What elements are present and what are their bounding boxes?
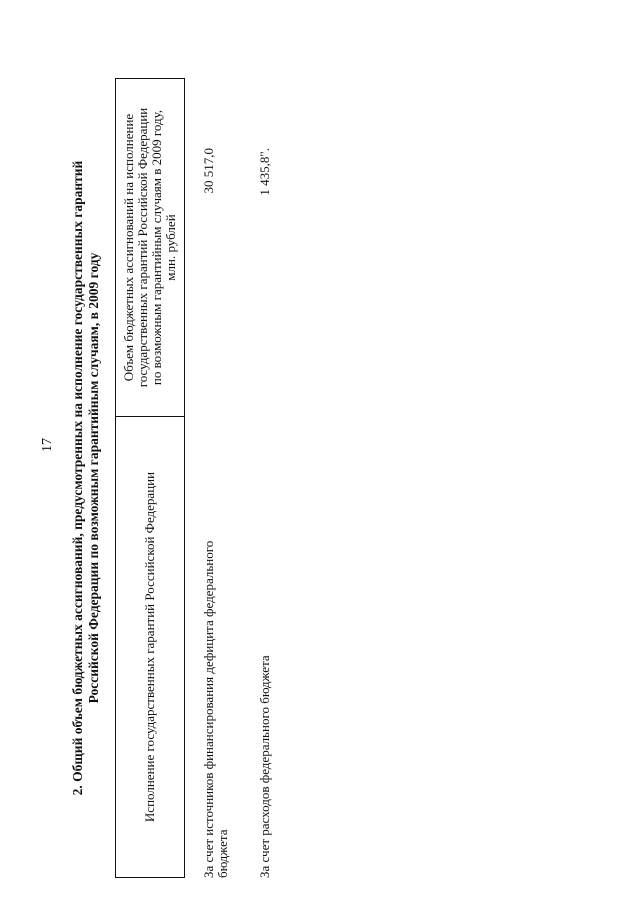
row-value-budget-expenses: 1 435,8". bbox=[257, 148, 272, 196]
row-label-budget-expenses bbox=[258, 538, 272, 878]
column-header-amount-line-3: по возможным гарантийным случаям в 2009 году, bbox=[149, 109, 164, 386]
column-header-amount-line-2: государственных гарантий Российской Федерации bbox=[135, 107, 150, 388]
column-header-amount-line-4: млн. рублей bbox=[163, 214, 178, 281]
section-heading bbox=[70, 78, 102, 878]
section-heading-line-2: Российской Федерации по возможным гарантийным случаям, в 2009 году bbox=[86, 252, 101, 704]
column-header-amount bbox=[116, 79, 184, 416]
row-value-deficit-financing: 30 517,0 bbox=[201, 148, 216, 194]
row-label-deficit-financing bbox=[202, 538, 230, 878]
row-label-line: бюджета bbox=[215, 829, 230, 878]
row-label-line: За счет расходов федерального бюджета bbox=[257, 655, 272, 878]
section-heading-line-1: 2. Общий объем бюджетных ассигнований, предусмотренных на исполнение государственных гарантий bbox=[70, 160, 85, 796]
table-row bbox=[258, 78, 288, 878]
page-number: 17 bbox=[40, 438, 55, 452]
row-label-line: За счет источников финансирования дефицита федерального bbox=[201, 540, 216, 878]
column-header-guarantee-execution-text: Исполнение государственных гарантий Российской Федерации bbox=[142, 471, 157, 823]
table-row bbox=[202, 78, 232, 878]
column-header-guarantee-execution bbox=[116, 416, 184, 877]
column-header-amount-line-1: Объем бюджетных ассигнований на исполнение bbox=[121, 113, 136, 382]
guarantee-table-header bbox=[115, 78, 185, 878]
